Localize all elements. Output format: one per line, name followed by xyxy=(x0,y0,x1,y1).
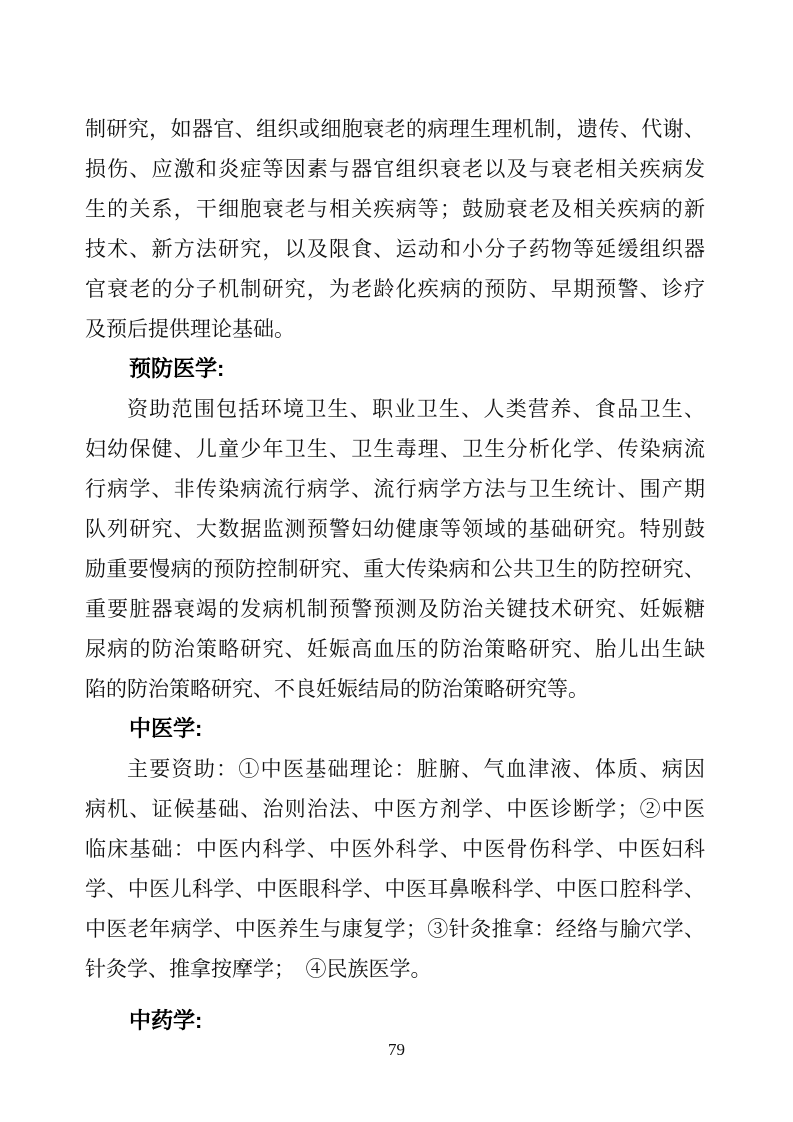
text-line: 官衰老的分子机制研究，为老龄化疾病的预防、早期预警、诊疗 xyxy=(85,277,705,301)
text-line: 针灸学、推拿按摩学； ④民族医学。 xyxy=(85,957,432,981)
page-number: 79 xyxy=(388,1040,405,1059)
text-line: 技术、新方法研究，以及限食、运动和小分子药物等延缓组织器 xyxy=(85,237,705,261)
text-line: 队列研究、大数据监测预警妇幼健康等领域的基础研究。特别鼓 xyxy=(85,517,705,541)
text-line: 重要脏器衰竭的发病机制预警预测及防治关键技术研究、妊娠糖 xyxy=(85,597,705,621)
text-line: 制研究，如器官、组织或细胞衰老的病理生理机制，遗传、代谢、 xyxy=(85,117,705,141)
text-line: 行病学、非传染病流行病学、流行病学方法与卫生统计、围产期 xyxy=(85,477,705,501)
text-line: 资助范围包括环境卫生、职业卫生、人类营养、食品卫生、 xyxy=(127,397,705,421)
text-line: 临床基础：中医内科学、中医外科学、中医骨伤科学、中医妇科 xyxy=(85,837,705,861)
text-line: 学、中医儿科学、中医眼科学、中医耳鼻喉科学、中医口腔科学、 xyxy=(85,877,705,901)
text-line: 励重要慢病的预防控制研究、重大传染病和公共卫生的防控研究、 xyxy=(85,557,705,581)
text-block xyxy=(85,109,705,1041)
text-line: 生的关系，干细胞衰老与相关疾病等；鼓励衰老及相关疾病的新 xyxy=(85,197,705,221)
text-line: 损伤、应激和炎症等因素与器官组织衰老以及与衰老相关疾病发 xyxy=(85,157,705,181)
text-line: 尿病的防治策略研究、妊娠高血压的防治策略研究、胎儿出生缺 xyxy=(85,637,705,661)
text-line: 主要资助：①中医基础理论：脏腑、气血津液、体质、病因 xyxy=(127,757,705,781)
section-heading: 中药学: xyxy=(129,1008,203,1033)
text-line: 陷的防治策略研究、不良妊娠结局的防治策略研究等。 xyxy=(85,677,589,701)
text-line: 中医老年病学、中医养生与康复学；③针灸推拿：经络与腧穴学、 xyxy=(85,917,705,941)
section-heading: 中医学: xyxy=(129,716,203,741)
text-line: 及预后提供理论基础。 xyxy=(85,317,295,341)
text-line: 病机、证候基础、治则治法、中医方剂学、中医诊断学；②中医 xyxy=(85,797,705,821)
section-heading: 预防医学: xyxy=(129,356,225,381)
text-line: 妇幼保健、儿童少年卫生、卫生毒理、卫生分析化学、传染病流 xyxy=(85,437,705,461)
